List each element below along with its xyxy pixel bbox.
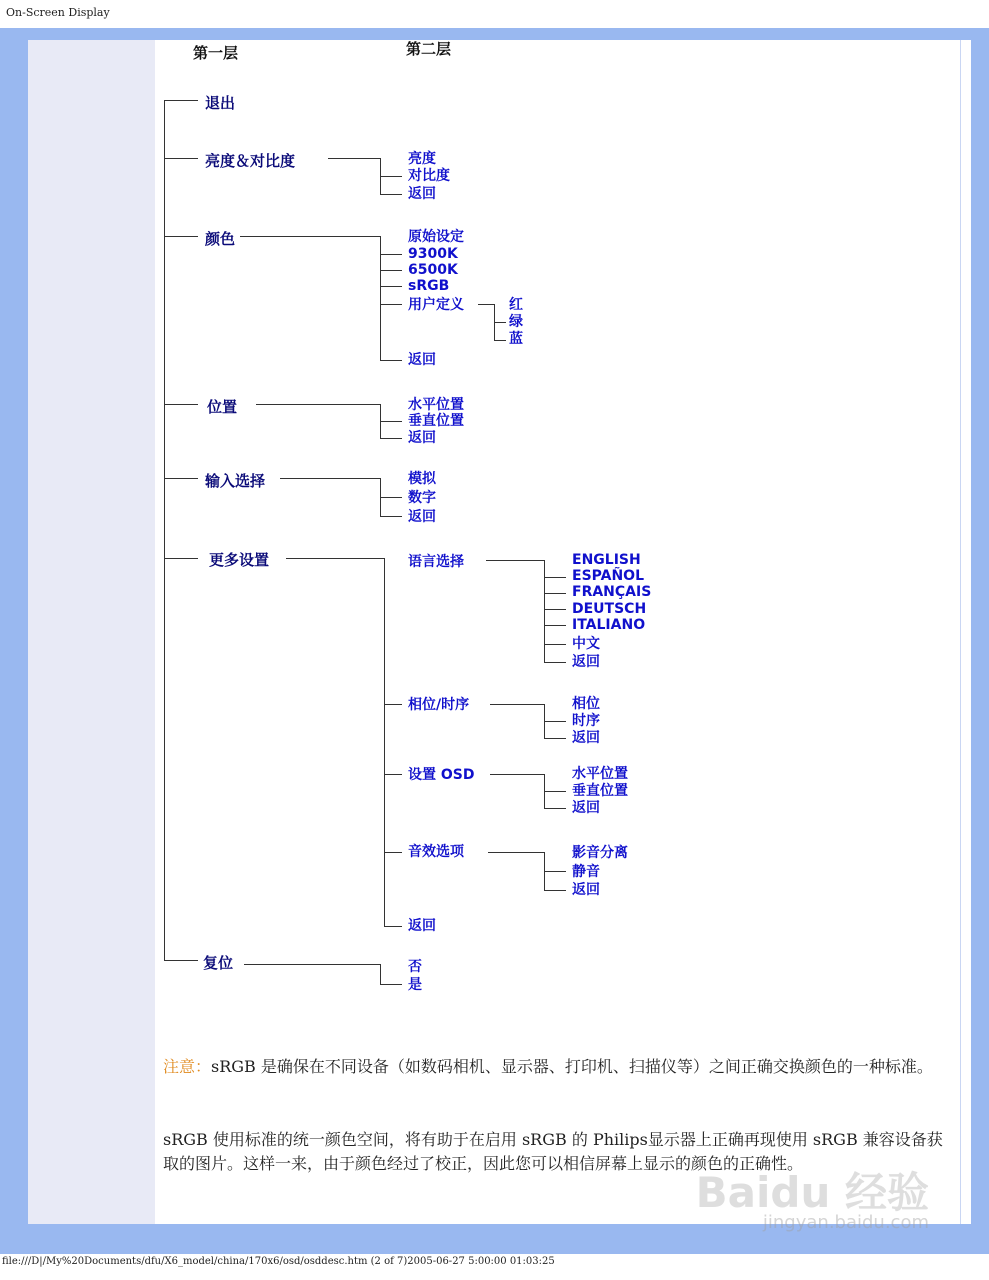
connector-line [380, 304, 402, 305]
left-margin-column [28, 40, 155, 1224]
note-text-1: sRGB 是确保在不同设备（如数码相机、显示器、打印机、扫描仪等）之间正确交换颜色的一种标准。 [211, 1057, 933, 1076]
page-footer-path: file:///D|/My%20Documents/dfu/X6_model/china/170x6/osd/osddesc.htm (2 of 7)2005-06-27 5:00:00 01:03:25 [2, 1256, 555, 1267]
baidu-watermark-url: jingyan.baidu.com [762, 1212, 929, 1233]
connector-line [256, 404, 380, 405]
connector-line [380, 194, 402, 195]
submenu-osd-v-position: 垂直位置 [572, 783, 628, 799]
connector-line [384, 774, 402, 775]
connector-line [544, 738, 566, 739]
baidu-watermark: Baidu 经验 [695, 1168, 929, 1217]
submenu-6500k: 6500K [408, 262, 458, 278]
submenu-brightness: 亮度 [408, 151, 436, 167]
submenu-green: 绿 [509, 314, 523, 330]
page-header-title: On-Screen Display [6, 6, 110, 19]
lang-deutsch: DEUTSCH [572, 601, 647, 617]
connector-line [488, 852, 544, 853]
connector-line [494, 340, 506, 341]
content-area [155, 40, 960, 1224]
connector-line [384, 926, 402, 927]
connector-line [380, 516, 402, 517]
tree-spine [164, 100, 165, 960]
submenu-phase-clock: 相位/时序 [408, 697, 470, 713]
connector-line [380, 984, 402, 985]
branch-line [164, 478, 198, 479]
lang-italiano: ITALIANO [572, 617, 646, 633]
menu-color: 颜色 [205, 230, 236, 248]
connector-line [280, 478, 380, 479]
branch-line [164, 960, 198, 961]
connector-line [544, 721, 566, 722]
connector-line [384, 704, 402, 705]
submenu-srgb: sRGB [408, 278, 450, 294]
menu-more-settings: 更多设置 [209, 551, 270, 569]
connector-line [544, 890, 566, 891]
submenu-digital: 数字 [408, 490, 436, 506]
connector-line [490, 774, 544, 775]
menu-input-select: 输入选择 [205, 472, 266, 490]
lang-back: 返回 [572, 654, 600, 670]
submenu-osd-h-position: 水平位置 [572, 766, 628, 782]
submenu-av-separate: 影音分离 [572, 845, 628, 861]
connector-line [544, 791, 566, 792]
submenu-original: 原始设定 [408, 229, 464, 245]
submenu-h-position: 水平位置 [408, 397, 464, 413]
sub-spine [384, 558, 385, 926]
menu-reset: 复位 [203, 954, 234, 972]
submenu-phase: 相位 [572, 696, 600, 712]
connector-line [380, 497, 402, 498]
lang-english: ENGLISH [572, 552, 641, 568]
submenu-back: 返回 [408, 918, 436, 934]
submenu-back: 返回 [572, 800, 600, 816]
connector-line [544, 593, 566, 594]
connector-line [244, 964, 380, 965]
submenu-9300k: 9300K [408, 246, 458, 262]
submenu-red: 红 [509, 297, 523, 313]
connector-line [380, 270, 402, 271]
connector-line [478, 304, 494, 305]
connector-line [490, 704, 544, 705]
submenu-back: 返回 [408, 509, 436, 525]
note-label: 注意： [163, 1057, 212, 1076]
connector-line [494, 322, 506, 323]
connector-line [384, 852, 402, 853]
connector-line [286, 558, 384, 559]
connector-line [544, 662, 566, 663]
submenu-contrast: 对比度 [408, 168, 450, 184]
connector-line [240, 236, 380, 237]
branch-line [164, 404, 198, 405]
connector-line [544, 577, 566, 578]
submenu-clock: 时序 [572, 713, 600, 729]
level1-heading: 第一层 [193, 44, 239, 62]
submenu-v-position: 垂直位置 [408, 413, 464, 429]
submenu-no: 否 [408, 959, 422, 975]
menu-brightness-contrast: 亮度＆对比度 [205, 152, 296, 170]
right-margin-column [960, 40, 971, 1224]
lang-chinese: 中文 [572, 636, 600, 652]
submenu-analog: 模拟 [408, 471, 436, 487]
connector-line [380, 438, 402, 439]
branch-line [164, 158, 198, 159]
connector-line [380, 286, 402, 287]
connector-line [544, 808, 566, 809]
connector-line [380, 360, 402, 361]
connector-line [328, 158, 380, 159]
submenu-mute: 静音 [572, 864, 600, 880]
submenu-back: 返回 [408, 352, 436, 368]
connector-line [380, 254, 402, 255]
level2-heading: 第二层 [406, 40, 452, 58]
submenu-osd-settings: 设置 OSD [408, 767, 475, 783]
branch-line [164, 100, 198, 101]
sub-spine [380, 964, 381, 984]
submenu-blue: 蓝 [509, 331, 523, 347]
submenu-back: 返回 [408, 186, 436, 202]
sub-spine [544, 560, 545, 662]
connector-line [380, 421, 402, 422]
menu-position: 位置 [207, 398, 238, 416]
submenu-yes: 是 [408, 977, 422, 993]
menu-exit: 退出 [205, 94, 236, 112]
lang-francais: FRANÇAIS [572, 584, 652, 600]
lang-espanol: ESPAÑOL [572, 568, 644, 584]
connector-line [544, 609, 566, 610]
branch-line [164, 558, 198, 559]
connector-line [486, 560, 544, 561]
connector-line [380, 176, 402, 177]
connector-line [544, 871, 566, 872]
submenu-back: 返回 [572, 730, 600, 746]
submenu-language: 语言选择 [408, 554, 464, 570]
submenu-back: 返回 [408, 430, 436, 446]
note-paragraph-2: sRGB 使用标准的统一颜色空间，将有助于在启用 sRGB 的 Philips显示器上正确再现使用 sRGB 兼容设备获取的图片。这样一来，由于颜色经过了校正，因此您可以相信屏幕上显示的颜色的正确性。 [163, 1130, 943, 1173]
branch-line [164, 236, 198, 237]
submenu-audio: 音效选项 [408, 844, 464, 860]
note-paragraph-1 [163, 1055, 955, 1079]
connector-line [544, 644, 566, 645]
submenu-user-defined: 用户定义 [408, 297, 464, 313]
connector-line [544, 625, 566, 626]
submenu-back: 返回 [572, 882, 600, 898]
